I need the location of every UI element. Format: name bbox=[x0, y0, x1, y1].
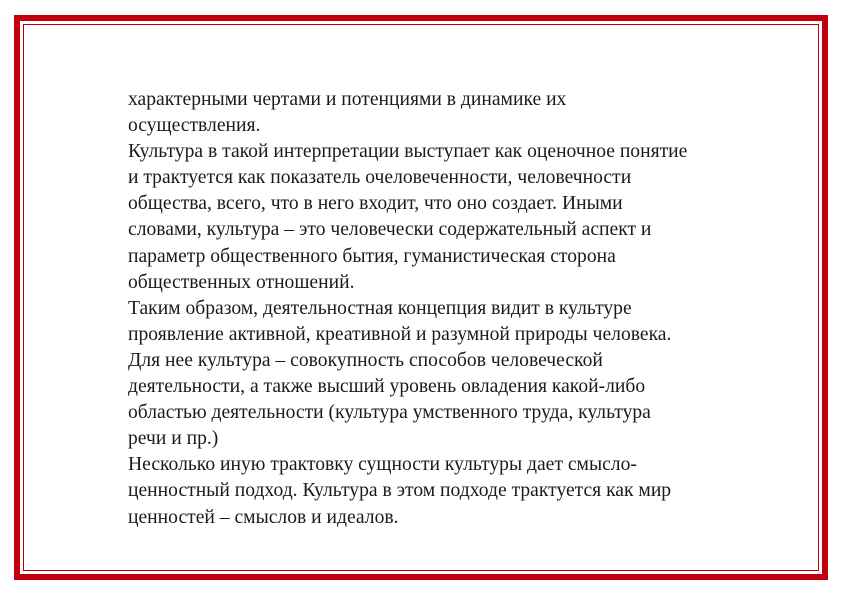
text-line: речи и пр.) bbox=[128, 428, 219, 450]
text-line: Несколько иную трактовку сущности культуры дает смысло- bbox=[128, 454, 637, 476]
text-line: Таким образом, деятельностная концепция видит в культуре bbox=[128, 297, 632, 319]
text-line: осуществления. bbox=[128, 115, 261, 137]
text-line: областью деятельности (культура умственного труда, культура bbox=[128, 402, 651, 424]
text-line: ценностный подход. Культура в этом подходе трактуется как мир bbox=[128, 480, 672, 502]
text-line: Культура в такой интерпретации выступает как оценочное понятие bbox=[128, 141, 688, 163]
text-line: и трактуется как показатель очеловеченности, человечности bbox=[128, 167, 632, 189]
text-line: Для нее культура – совокупность способов человеческой bbox=[128, 349, 603, 371]
text-line: проявление активной, креативной и разумной природы человека. bbox=[128, 323, 672, 345]
text-line: характерными чертами и потенциями в динамике их bbox=[128, 89, 567, 110]
text-line: деятельности, а также высший уровень овладения какой-либо bbox=[128, 376, 646, 398]
text-line: общества, всего, что в него входит, что оно создает. Иными bbox=[128, 193, 623, 215]
text-line: ценностей – смыслов и идеалов. bbox=[128, 506, 399, 528]
body-text bbox=[128, 87, 768, 531]
text-line: словами, культура – это человечески содержательный аспект и bbox=[128, 219, 652, 241]
text-line: параметр общественного бытия, гуманистическая сторона bbox=[128, 245, 616, 267]
text-line: общественных отношений. bbox=[128, 271, 355, 293]
